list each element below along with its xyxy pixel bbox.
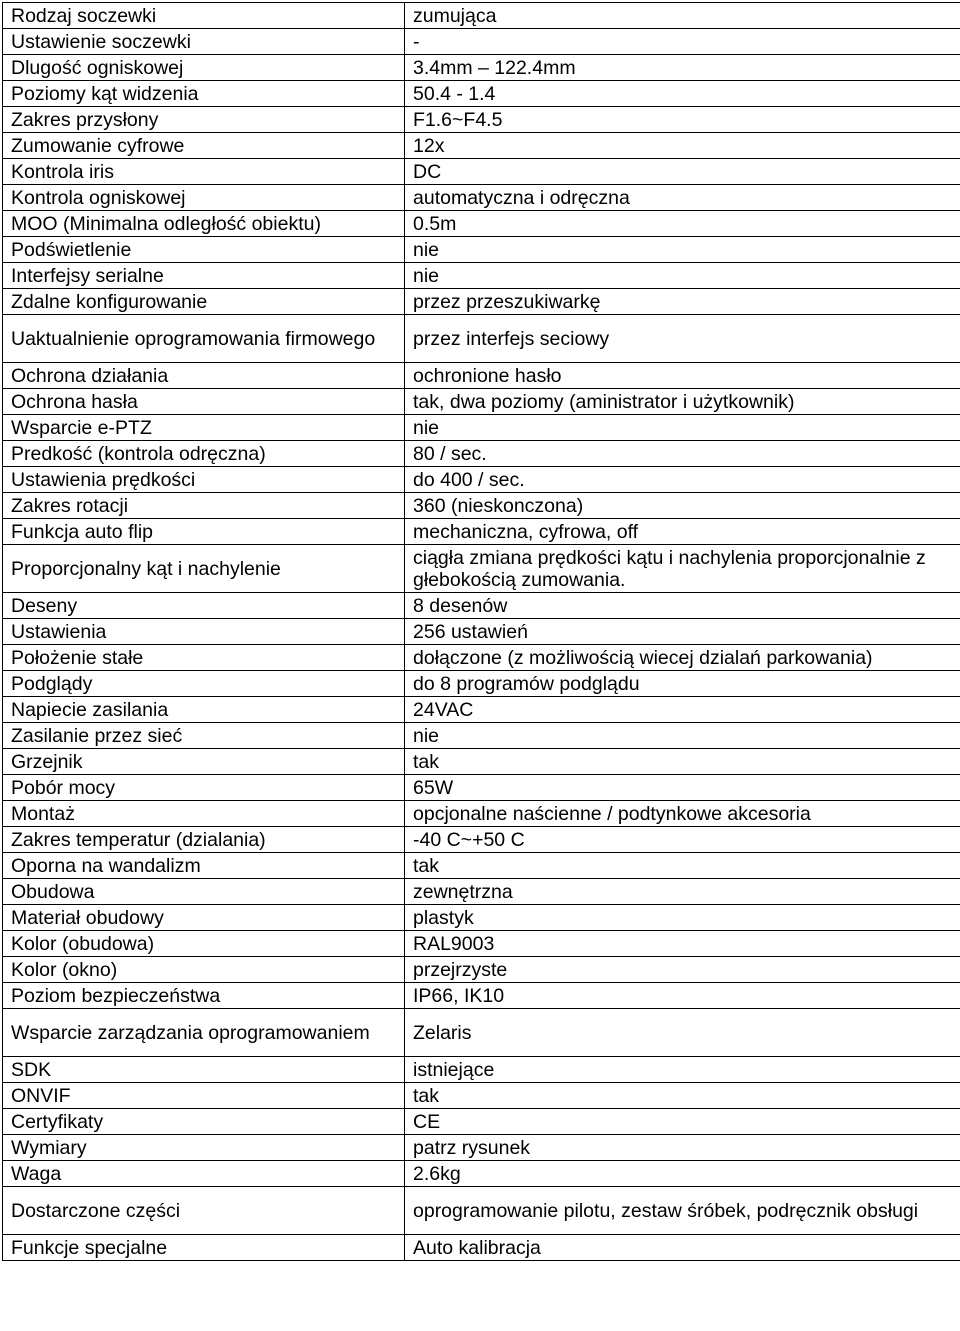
spec-value: do 8 programów podglądu [405, 671, 960, 697]
spec-value: F1.6~F4.5 [405, 107, 960, 133]
spec-row [3, 801, 960, 827]
spec-row [3, 441, 960, 467]
spec-label: Waga [3, 1161, 405, 1187]
spec-row [3, 957, 960, 983]
spec-value: 50.4 - 1.4 [405, 81, 960, 107]
spec-value: tak [405, 749, 960, 775]
spec-label: Kontrola iris [3, 159, 405, 185]
spec-value: zumująca [405, 3, 960, 29]
spec-label: Certyfikaty [3, 1109, 405, 1135]
spec-label: Ustawienie soczewki [3, 29, 405, 55]
spec-row [3, 879, 960, 905]
spec-value: CE [405, 1109, 960, 1135]
spec-row [3, 1161, 960, 1187]
spec-label: Uaktualnienie oprogramowania firmowego [3, 315, 405, 363]
spec-label: MOO (Minimalna odległość obiektu) [3, 211, 405, 237]
spec-row [3, 1109, 960, 1135]
spec-row [3, 593, 960, 619]
spec-label: Dlugość ogniskowej [3, 55, 405, 81]
spec-value: IP66, IK10 [405, 983, 960, 1009]
spec-row [3, 315, 960, 363]
spec-label: Pobór mocy [3, 775, 405, 801]
spec-value: 8 desenów [405, 593, 960, 619]
spec-label: Ustawienia [3, 619, 405, 645]
spec-row [3, 619, 960, 645]
spec-label: SDK [3, 1057, 405, 1083]
spec-row [3, 827, 960, 853]
spec-row [3, 211, 960, 237]
spec-value: - [405, 29, 960, 55]
spec-row [3, 697, 960, 723]
spec-value: Auto kalibracja [405, 1235, 960, 1261]
spec-value: zewnętrzna [405, 879, 960, 905]
spec-label: Kontrola ogniskowej [3, 185, 405, 211]
spec-value: 3.4mm – 122.4mm [405, 55, 960, 81]
spec-label: Zakres przysłony [3, 107, 405, 133]
spec-label: Funkcje specjalne [3, 1235, 405, 1261]
spec-row [3, 1235, 960, 1261]
spec-label: Ustawienia prędkości [3, 467, 405, 493]
spec-label: Zasilanie przez sieć [3, 723, 405, 749]
spec-label: Wymiary [3, 1135, 405, 1161]
spec-label: Predkość (kontrola odręczna) [3, 441, 405, 467]
spec-row [3, 263, 960, 289]
spec-value: 80 / sec. [405, 441, 960, 467]
spec-row [3, 775, 960, 801]
spec-row [3, 519, 960, 545]
spec-label: Zakres temperatur (dzialania) [3, 827, 405, 853]
spec-label: Kolor (obudowa) [3, 931, 405, 957]
spec-value: 256 ustawień [405, 619, 960, 645]
spec-label: ONVIF [3, 1083, 405, 1109]
spec-table [2, 2, 960, 1261]
spec-row [3, 237, 960, 263]
spec-row [3, 81, 960, 107]
spec-label: Zdalne konfigurowanie [3, 289, 405, 315]
spec-row [3, 363, 960, 389]
spec-value: 12x [405, 133, 960, 159]
spec-label: Rodzaj soczewki [3, 3, 405, 29]
spec-label: Oporna na wandalizm [3, 853, 405, 879]
spec-value: automatyczna i odręczna [405, 185, 960, 211]
spec-label: Zumowanie cyfrowe [3, 133, 405, 159]
spec-label: Wsparcie e-PTZ [3, 415, 405, 441]
spec-value: nie [405, 237, 960, 263]
spec-row [3, 1187, 960, 1235]
spec-row [3, 645, 960, 671]
spec-row [3, 1057, 960, 1083]
spec-label: Podświetlenie [3, 237, 405, 263]
spec-value: istniejące [405, 1057, 960, 1083]
spec-value: przez interfejs seciowy [405, 315, 960, 363]
spec-label: Deseny [3, 593, 405, 619]
spec-label: Obudowa [3, 879, 405, 905]
spec-row [3, 133, 960, 159]
spec-label: Proporcjonalny kąt i nachylenie [3, 545, 405, 593]
spec-value: plastyk [405, 905, 960, 931]
spec-label: Podglądy [3, 671, 405, 697]
spec-label: Zakres rotacji [3, 493, 405, 519]
spec-label: Położenie stałe [3, 645, 405, 671]
spec-row [3, 159, 960, 185]
spec-value: tak [405, 853, 960, 879]
spec-label: Poziomy kąt widzenia [3, 81, 405, 107]
spec-row [3, 905, 960, 931]
spec-value: oprogramowanie pilotu, zestaw śróbek, podręcznik obsługi [405, 1187, 960, 1235]
spec-label: Poziom bezpieczeństwa [3, 983, 405, 1009]
spec-row [3, 389, 960, 415]
spec-row [3, 29, 960, 55]
spec-row [3, 493, 960, 519]
spec-value: 65W [405, 775, 960, 801]
spec-label: Grzejnik [3, 749, 405, 775]
spec-value: Zelaris [405, 1009, 960, 1057]
spec-row [3, 545, 960, 593]
spec-row [3, 55, 960, 81]
spec-value: 0.5m [405, 211, 960, 237]
spec-row [3, 671, 960, 697]
spec-value: 360 (nieskonczona) [405, 493, 960, 519]
spec-label: Napiecie zasilania [3, 697, 405, 723]
spec-row [3, 3, 960, 29]
spec-value: do 400 / sec. [405, 467, 960, 493]
spec-row [3, 723, 960, 749]
spec-row [3, 1135, 960, 1161]
spec-row [3, 107, 960, 133]
spec-label: Interfejsy serialne [3, 263, 405, 289]
spec-row [3, 185, 960, 211]
spec-row [3, 749, 960, 775]
spec-value: DC [405, 159, 960, 185]
spec-value: RAL9003 [405, 931, 960, 957]
spec-value: -40 C~+50 C [405, 827, 960, 853]
spec-value: mechaniczna, cyfrowa, off [405, 519, 960, 545]
spec-value: 2.6kg [405, 1161, 960, 1187]
spec-value: przez przeszukiwarkę [405, 289, 960, 315]
spec-label: Kolor (okno) [3, 957, 405, 983]
spec-value: tak, dwa poziomy (aministrator i użytkownik) [405, 389, 960, 415]
spec-label: Wsparcie zarządzania oprogramowaniem [3, 1009, 405, 1057]
spec-value: nie [405, 723, 960, 749]
spec-value: nie [405, 263, 960, 289]
spec-label: Ochrona hasła [3, 389, 405, 415]
spec-label: Dostarczone części [3, 1187, 405, 1235]
spec-label: Ochrona działania [3, 363, 405, 389]
spec-value: nie [405, 415, 960, 441]
spec-row [3, 1009, 960, 1057]
spec-label: Montaż [3, 801, 405, 827]
spec-label: Funkcja auto flip [3, 519, 405, 545]
spec-value: przejrzyste [405, 957, 960, 983]
spec-value: ochronione hasło [405, 363, 960, 389]
spec-row [3, 289, 960, 315]
spec-row [3, 415, 960, 441]
spec-value: opcjonalne naścienne / podtynkowe akcesoria [405, 801, 960, 827]
spec-value: patrz rysunek [405, 1135, 960, 1161]
spec-value: 24VAC [405, 697, 960, 723]
spec-value: dołączone (z możliwością wiecej dzialań parkowania) [405, 645, 960, 671]
spec-row [3, 983, 960, 1009]
spec-value: tak [405, 1083, 960, 1109]
spec-row [3, 467, 960, 493]
spec-value: ciągła zmiana prędkości kątu i nachylenia proporcjonalnie z głebokością zumowania. [405, 545, 960, 593]
spec-row [3, 1083, 960, 1109]
spec-label: Materiał obudowy [3, 905, 405, 931]
spec-row [3, 853, 960, 879]
spec-row [3, 931, 960, 957]
